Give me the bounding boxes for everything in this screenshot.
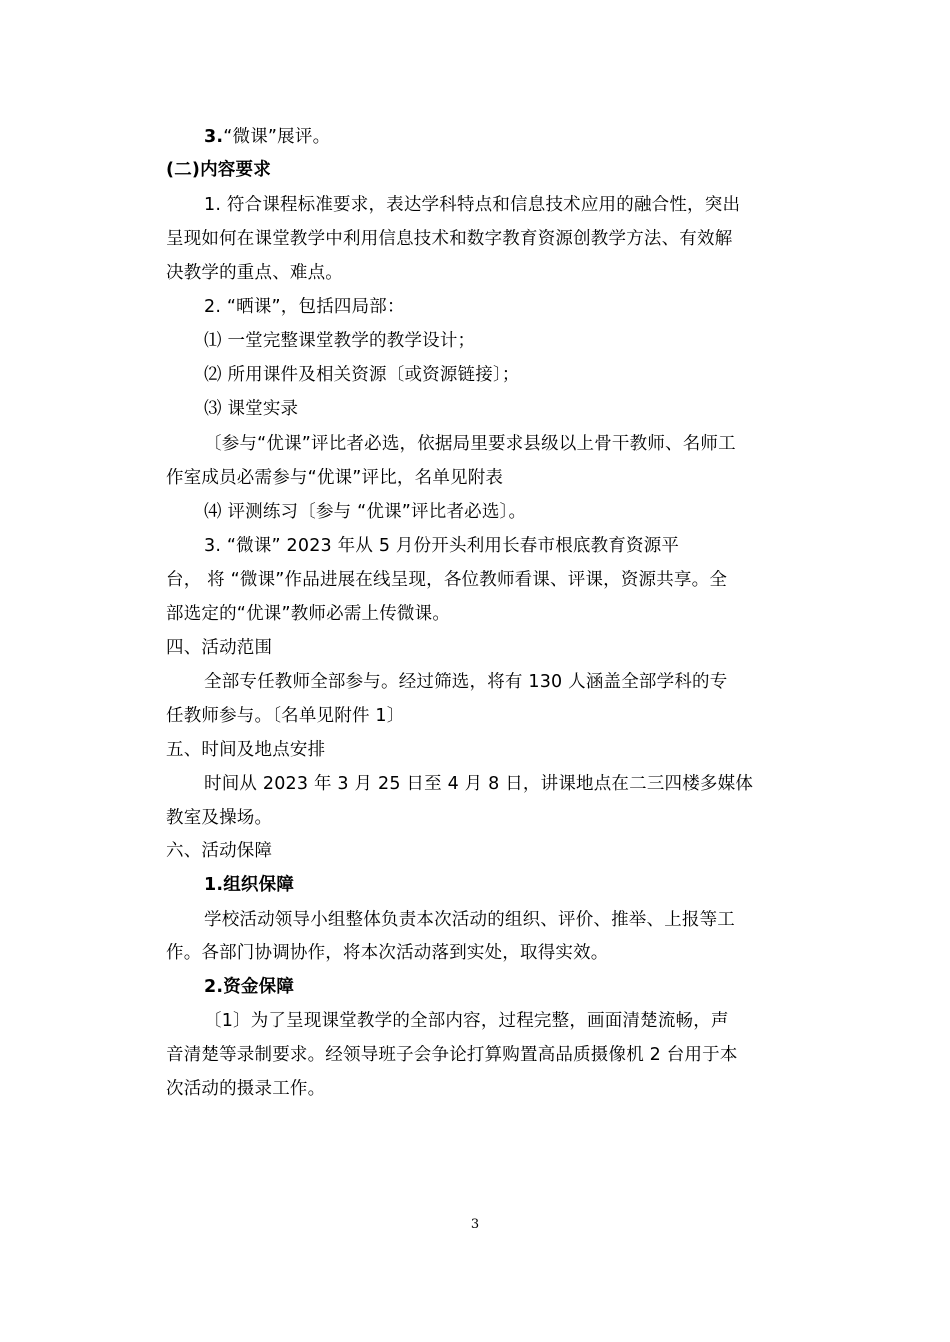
page-number: 3	[470, 1217, 480, 1232]
text-line: 〔参与“优课”评比者必选，依据局里要求县级以上骨干教师、名师工	[204, 434, 736, 454]
text-line: ⑶ 课堂实录	[204, 399, 299, 419]
subsection-heading: 1.组织保障	[204, 875, 295, 895]
text-line	[204, 125, 330, 149]
text-line: 部选定的“优课”教师必需上传微课。	[166, 604, 451, 624]
text-line: 1. 符合课程标准要求，表达学科特点和信息技术应用的融合性，突出	[204, 195, 741, 215]
text-line: 学校活动领导小组整体负责本次活动的组织、评价、推举、上报等工	[204, 910, 735, 930]
text-line: 决教学的重点、难点。	[166, 263, 343, 283]
subsection-heading: 2.资金保障	[204, 977, 295, 997]
section-heading: 六、活动保障	[166, 841, 273, 861]
text-line: 台， 将 “微课”作品进展在线呈现，各位教师看课、评课，资源共享。全	[166, 570, 728, 590]
text-line: 作室成员必需参与“优课”评比，名单见附表	[166, 468, 504, 488]
text-line: 呈现如何在课堂教学中利用信息技术和数字教育资源创教学方法、有效解	[166, 229, 733, 249]
section-heading: 四、活动范围	[166, 638, 273, 658]
text-line-rest: “微课”展评。	[223, 127, 331, 147]
text-line: ⑵ 所用课件及相关资源〔或资源链接〕；	[204, 365, 520, 385]
text-line: 作。各部门协调协作，将本次活动落到实处，取得实效。	[166, 943, 609, 963]
section-heading: (二)内容要求	[166, 160, 271, 180]
text-line: ⑴ 一堂完整课堂教学的教学设计；	[204, 331, 476, 351]
text-line: 全部专任教师全部参与。经过筛选，将有 130 人涵盖全部学科的专	[204, 672, 728, 692]
text-line-number: 3.	[204, 127, 224, 147]
text-line: 3. “微课” 2023 年从 5 月份开头利用长春市根底教育资源平	[204, 536, 680, 556]
text-line: 教室及操场。	[166, 808, 273, 828]
text-line: ⑷ 评测练习〔参与 “优课”评比者必选〕。	[204, 502, 527, 522]
text-line: 2. “晒课”，包括四局部：	[204, 297, 405, 317]
text-line: 〔1〕为了呈现课堂教学的全部内容，过程完整，画面清楚流畅，声	[204, 1011, 729, 1031]
section-heading: 五、时间及地点安排	[166, 740, 326, 760]
text-line: 任教师参与。〔名单见附件 1〕	[166, 706, 405, 726]
text-line: 音清楚等录制要求。经领导班子会争论打算购置高品质摄像机 2 台用于本	[166, 1045, 738, 1065]
text-line: 时间从 2023 年 3 月 25 日至 4 月 8 日，讲课地点在二三四楼多媒体	[204, 774, 754, 794]
text-line: 次活动的摄录工作。	[166, 1079, 326, 1099]
